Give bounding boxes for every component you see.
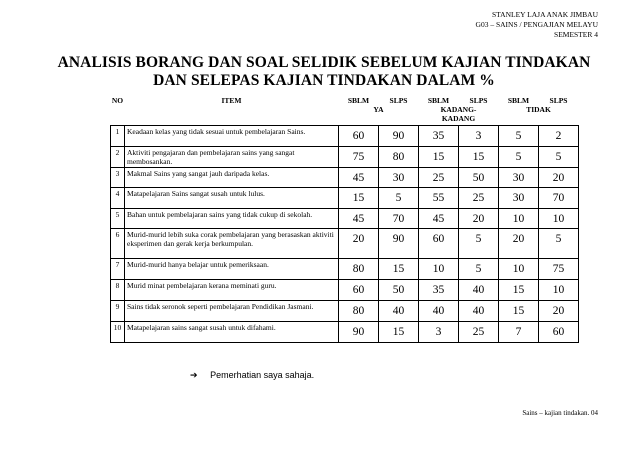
row-value: 5	[499, 147, 539, 168]
row-value: 20	[539, 168, 579, 188]
row-value: 10	[539, 280, 579, 301]
header-sblm-kadang: SBLM	[427, 96, 450, 105]
table-row	[111, 259, 579, 280]
row-number: 6	[111, 229, 125, 259]
row-value: 15	[379, 259, 419, 280]
row-value: 40	[459, 301, 499, 322]
row-number: 1	[111, 126, 125, 147]
table-row	[111, 301, 579, 322]
table-group-row	[111, 105, 579, 126]
row-value: 20	[459, 209, 499, 229]
row-value: 5	[459, 229, 499, 259]
page-footer: Sains – kajian tindakan. 04	[522, 409, 598, 417]
row-value: 15	[379, 322, 419, 343]
row-value: 80	[379, 147, 419, 168]
title-line-2: DAN SELEPAS KAJIAN TINDAKAN DALAM %	[153, 72, 495, 89]
analysis-table	[110, 96, 579, 343]
table-row	[111, 209, 579, 229]
row-value: 50	[459, 168, 499, 188]
row-value: 10	[419, 259, 459, 280]
row-item: Makmal Sains yang sangat jauh daripada kelas.	[125, 168, 339, 188]
course-code: G03 – SAINS / PENGAJIAN MELAYU	[475, 20, 598, 29]
row-item: Sains tidak seronok seperti pembelajaran Pendidikan Jasmani.	[125, 301, 339, 322]
row-value: 60	[339, 126, 379, 147]
row-value: 10	[539, 209, 579, 229]
title-line-1: ANALISIS BORANG DAN SOAL SELIDIK SEBELUM KAJIAN TINDAKAN	[57, 54, 591, 71]
table-body	[111, 126, 579, 343]
row-value: 5	[539, 147, 579, 168]
row-number: 10	[111, 322, 125, 343]
page-title	[50, 54, 598, 90]
row-value: 15	[339, 188, 379, 209]
header-slps-ya: SLPS	[389, 96, 408, 105]
row-value: 55	[419, 188, 459, 209]
row-value: 5	[379, 188, 419, 209]
row-value: 15	[499, 301, 539, 322]
header-sblm-tidak: SBLM	[507, 96, 530, 105]
row-value: 45	[339, 209, 379, 229]
row-value: 90	[339, 322, 379, 343]
row-value: 25	[459, 188, 499, 209]
row-value: 70	[539, 188, 579, 209]
row-number: 4	[111, 188, 125, 209]
header-sblm-ya: SBLM	[347, 96, 370, 105]
row-value: 20	[339, 229, 379, 259]
note-text: Pemerhatian saya sahaja.	[210, 370, 315, 380]
row-value: 25	[419, 168, 459, 188]
row-number: 5	[111, 209, 125, 229]
row-value: 5	[539, 229, 579, 259]
row-value: 3	[419, 322, 459, 343]
row-value: 60	[539, 322, 579, 343]
row-value: 10	[499, 209, 539, 229]
row-value: 90	[379, 126, 419, 147]
table-row	[111, 147, 579, 168]
row-item: Murid minat pembelajaran kerana meminati guru.	[125, 280, 339, 301]
row-value: 45	[419, 209, 459, 229]
table-row	[111, 280, 579, 301]
table-row	[111, 168, 579, 188]
row-value: 2	[539, 126, 579, 147]
header-item: ITEM	[221, 96, 242, 105]
row-number: 9	[111, 301, 125, 322]
row-value: 80	[339, 259, 379, 280]
row-value: 40	[419, 301, 459, 322]
row-value: 25	[459, 322, 499, 343]
table-header-row	[111, 96, 579, 105]
header-slps-tidak: SLPS	[549, 96, 568, 105]
row-value: 7	[499, 322, 539, 343]
header-slps-kadang: SLPS	[469, 96, 488, 105]
table-row	[111, 126, 579, 147]
row-value: 80	[339, 301, 379, 322]
group-kadang-kadang: KADANG-KADANG	[440, 105, 477, 123]
note	[190, 370, 314, 381]
table-row	[111, 229, 579, 259]
table-row	[111, 188, 579, 209]
row-value: 30	[499, 168, 539, 188]
row-value: 90	[379, 229, 419, 259]
row-value: 10	[499, 259, 539, 280]
row-number: 2	[111, 147, 125, 168]
row-number: 3	[111, 168, 125, 188]
row-value: 40	[459, 280, 499, 301]
row-value: 40	[379, 301, 419, 322]
row-value: 60	[339, 280, 379, 301]
row-item: Bahan untuk pembelajaran sains yang tidak cukup di sekolah.	[125, 209, 339, 229]
header-no: NO	[111, 96, 124, 105]
row-value: 30	[379, 168, 419, 188]
row-item: Keadaan kelas yang tidak sesuai untuk pembelajaran Sains.	[125, 126, 339, 147]
document-header	[476, 10, 598, 40]
row-value: 20	[539, 301, 579, 322]
row-value: 5	[499, 126, 539, 147]
row-value: 50	[379, 280, 419, 301]
table-row	[111, 322, 579, 343]
row-value: 15	[459, 147, 499, 168]
row-value: 30	[499, 188, 539, 209]
group-tidak: TIDAK	[526, 105, 551, 114]
row-item: Murid-murid lebih suka corak pembelajaran yang berasaskan aktiviti eksperimen dan gerak kerja berkumpulan.	[125, 229, 339, 259]
author-name: STANLEY LAJA ANAK JIMBAU	[492, 10, 598, 19]
row-value: 75	[339, 147, 379, 168]
row-number: 8	[111, 280, 125, 301]
row-value: 75	[539, 259, 579, 280]
row-value: 20	[499, 229, 539, 259]
row-item: Matapelajaran sains sangat susah untuk difahami.	[125, 322, 339, 343]
row-item: Aktiviti pengajaran dan pembelajaran sains yang sangat membosankan.	[125, 147, 339, 168]
row-number: 7	[111, 259, 125, 280]
row-value: 15	[419, 147, 459, 168]
row-item: Matapelajaran Sains sangat susah untuk lulus.	[125, 188, 339, 209]
arrow-right-icon: ➔	[190, 370, 198, 380]
semester: SEMESTER 4	[554, 30, 598, 39]
row-item: Murid-murid hanya belajar untuk pemeriksaan.	[125, 259, 339, 280]
row-value: 60	[419, 229, 459, 259]
row-value: 5	[459, 259, 499, 280]
row-value: 70	[379, 209, 419, 229]
row-value: 45	[339, 168, 379, 188]
group-ya: YA	[373, 105, 384, 114]
row-value: 35	[419, 280, 459, 301]
row-value: 35	[419, 126, 459, 147]
row-value: 3	[459, 126, 499, 147]
row-value: 15	[499, 280, 539, 301]
